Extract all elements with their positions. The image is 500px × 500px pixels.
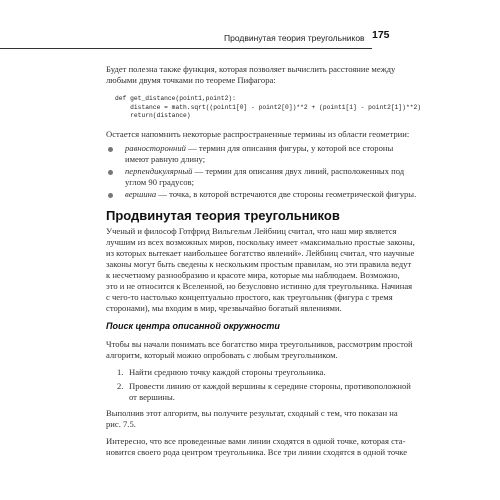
final-paragraph-line: Интересно, что все проведенные вами линии сходятся в одной точке, которая ста-	[106, 436, 406, 446]
result-paragraph-line: Выполнив этот алгоритм, вы получите результат, сходный с тем, что показан на	[106, 408, 398, 418]
term-definition: — точка, в которой встречаются две стороны геометрической фигуры.	[156, 189, 417, 199]
step-text: Провести линию от каждой вершины к середине стороны, противоположной	[129, 381, 411, 391]
subsection-intro-line: алгоритм, который можно опробовать с любым треугольником.	[106, 350, 338, 360]
section-paragraph-line: это и не относится к Вселенной, но безусловно истинно для треугольника. Начиная	[106, 281, 413, 291]
term-name: вершина	[125, 189, 157, 199]
result-paragraph-line: рис. 7.5.	[106, 419, 136, 429]
code-line: def get_distance(point1,point2):	[115, 95, 236, 102]
section-paragraph-line: законы могут быть сведены к нескольким простым правилам, но эти правила ведут	[106, 259, 412, 269]
code-line: return(distance)	[115, 112, 191, 119]
section-paragraph-line: сторонами), мы входим в мир, чрезвычайно богатый явлениями.	[106, 303, 342, 313]
step-number: 1.	[117, 367, 124, 377]
intro-line: любыми двумя точками по теореме Пифагора:	[106, 75, 276, 85]
section-paragraph-line: к несчетному разнообразию и красоте мира, которые мы наблюдаем. Возможно,	[106, 270, 400, 280]
subsection-heading: Поиск центра описанной окружности	[106, 321, 280, 331]
final-paragraph-line: новится своего рода центром треугольника. Все три линии сходятся в одной точке	[106, 447, 408, 457]
term-definition-cont: углом 90 градусов;	[125, 177, 194, 187]
section-paragraph-line: лучшим из всех возможных миров, поскольку имеет «максимально простые законы,	[106, 237, 415, 247]
term-item	[125, 166, 404, 177]
term-item	[125, 189, 416, 200]
page-number: 175	[372, 29, 390, 41]
term-name: равносторонний	[125, 143, 186, 153]
intro-line: Будет полезна также функция, которая позволяет вычислить расстояние между	[106, 64, 396, 74]
term-name: перпендикулярный	[125, 166, 193, 176]
section-paragraph-line: Ученый и философ Готфрид Вильгельм Лейбниц считал, что наш мир является	[106, 226, 397, 236]
step-text-cont: от вершины.	[129, 392, 175, 402]
running-header-title: Продвинутая теория треугольников	[224, 33, 365, 43]
code-line: distance = math.sqrt((point1[0] - point2[0])**2 + (point1[1] - point2[1])**2)	[115, 104, 422, 111]
section-paragraph-line: с чего-то настолько концептуально простого, как треугольник (фигура с тремя	[106, 292, 393, 302]
bullet-icon	[108, 193, 113, 198]
subsection-intro-line: Чтобы вы начали понимать все богатство мира треугольников, рассмотрим простой	[106, 339, 413, 349]
term-definition: — термин для описания двух линий, расположенных под	[192, 166, 405, 176]
bullet-icon	[108, 147, 113, 152]
term-item	[125, 143, 393, 154]
bullet-icon	[108, 170, 113, 175]
section-paragraph-line: из которых вытекает наибольшее богатство явлений». Лейбниц считал, что научные	[106, 248, 415, 258]
step-text: Найти среднюю точку каждой стороны треугольника.	[129, 367, 326, 377]
section-heading: Продвинутая теория треугольников	[106, 208, 340, 223]
term-definition: — термин для описания фигуры, у которой все стороны	[185, 143, 394, 153]
terms-intro: Остается напомнить некоторые распространенные термины из области геометрии:	[106, 129, 410, 139]
step-number: 2.	[117, 381, 124, 391]
term-definition-cont: имеют равную длину;	[125, 154, 206, 164]
